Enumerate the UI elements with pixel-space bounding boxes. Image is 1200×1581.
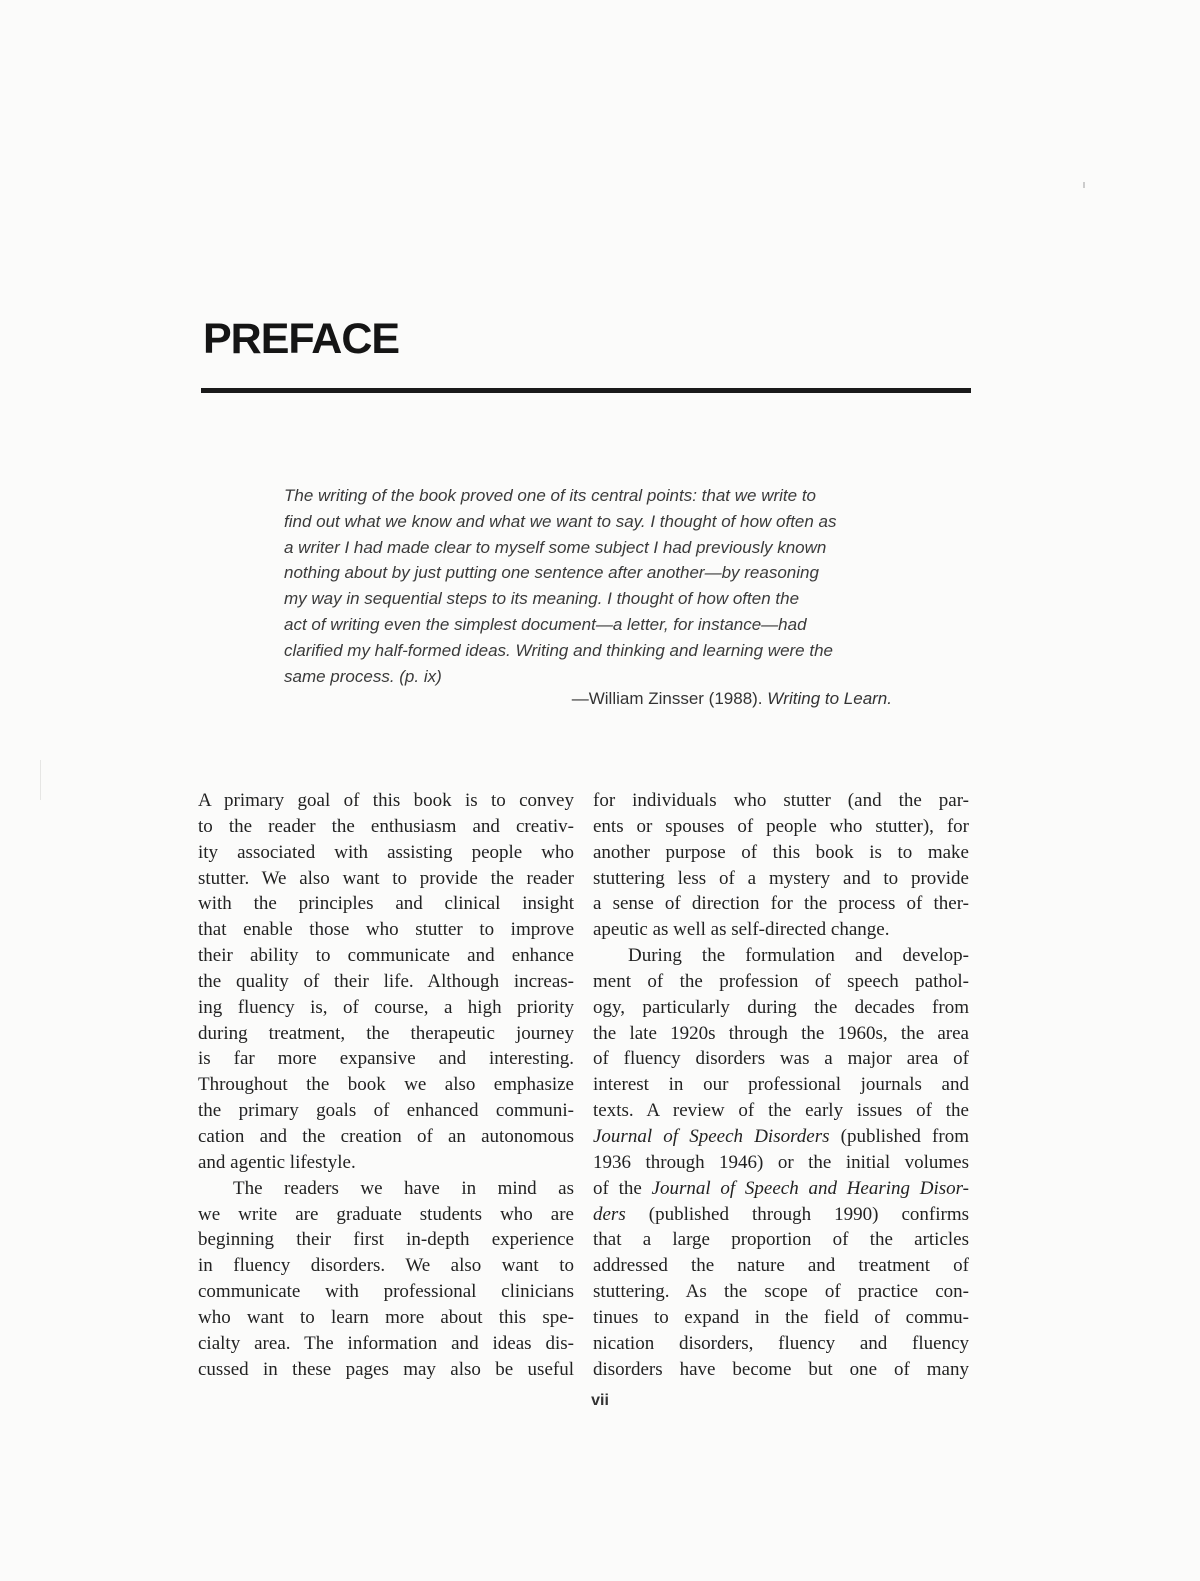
- body-line: stuttering. As the scope of practice con-: [593, 1281, 969, 1303]
- page-number: vii: [591, 1392, 609, 1409]
- body-line: ogy, particularly during the decades from: [593, 996, 969, 1018]
- body-line: is far more expansive and interesting.: [198, 1048, 574, 1070]
- body-line: a sense of direction for the process of ther-: [593, 893, 969, 915]
- body-line: ing fluency is, of course, a high priority: [198, 996, 574, 1018]
- epigraph-line: The writing of the book proved one of its central points: that we write to: [284, 486, 817, 505]
- body-line: for individuals who stutter (and the par-: [593, 790, 969, 811]
- body-line: the primary goals of enhanced communi-: [198, 1100, 574, 1122]
- epigraph-line: clarified my half-formed ideas. Writing and thinking and learning were the: [284, 640, 833, 660]
- body-line: to the reader the enthusiasm and creativ-: [198, 815, 574, 837]
- body-line: another purpose of this book is to make: [593, 841, 969, 863]
- title-rule: [201, 388, 971, 393]
- journal-title: Journal of Speech Disorders: [593, 1125, 830, 1147]
- journal-title: Journal of Speech and Hearing Disor-: [651, 1177, 969, 1199]
- journal-title: ders: [593, 1203, 626, 1225]
- body-text: (published from: [829, 1125, 969, 1147]
- epigraph-line: nothing about by just putting one sentence after another—by reasoning: [284, 563, 819, 583]
- body-line: [593, 1124, 969, 1150]
- body-line: and agentic lifestyle.: [198, 1151, 356, 1173]
- body-line: cialty area. The information and ideas dis-: [198, 1332, 574, 1354]
- body-line: the quality of their life. Although increas-: [198, 970, 574, 992]
- body-line: in fluency disorders. We also want to: [198, 1255, 574, 1277]
- body-line: disorders have become but one of many: [593, 1358, 969, 1380]
- body-line: A primary goal of this book is to convey: [198, 790, 574, 811]
- scan-speck: [1083, 182, 1085, 188]
- body-line: During the formulation and develop-: [628, 945, 969, 967]
- body-line: of fluency disorders was a major area of: [593, 1048, 969, 1070]
- attribution-work: Writing to Learn.: [767, 689, 892, 708]
- body-text: of the: [593, 1177, 652, 1199]
- body-line: [593, 1202, 969, 1228]
- scan-speck: [40, 760, 41, 800]
- body-line: that enable those who stutter to improve: [198, 919, 574, 941]
- right-column: [593, 788, 969, 1382]
- body-line: nication disorders, fluency and fluency: [593, 1332, 969, 1354]
- body-line: communicate with professional clinicians: [198, 1281, 574, 1303]
- body-text: (published through 1990) confirms: [625, 1203, 969, 1225]
- body-line: Throughout the book we also emphasize: [198, 1074, 574, 1096]
- body-line: The readers we have in mind as: [233, 1177, 574, 1199]
- body-line: beginning their first in-depth experience: [198, 1229, 574, 1251]
- attribution-author: —William Zinsser (1988).: [571, 689, 768, 708]
- body-line: ity associated with assisting people who: [198, 841, 574, 863]
- body-line: stutter. We also want to provide the reader: [198, 867, 574, 889]
- epigraph: [284, 483, 896, 689]
- body-line: cussed in these pages may also be useful: [198, 1358, 574, 1380]
- body-line: who want to learn more about this spe-: [198, 1306, 574, 1328]
- epigraph-attribution: [490, 689, 892, 709]
- epigraph-line: a writer I had made clear to myself some subject I had previously known: [284, 537, 827, 557]
- epigraph-line: find out what we know and what we want to say. I thought of how often as: [284, 511, 837, 531]
- epigraph-line: same process. (p. ix): [284, 666, 442, 686]
- epigraph-line: my way in sequential steps to its meaning. I thought of how often the: [284, 589, 800, 609]
- body-line: cation and the creation of an autonomous: [198, 1125, 574, 1147]
- epigraph-line: act of writing even the simplest document—a letter, for instance—had: [284, 614, 807, 634]
- body-line: ents or spouses of people who stutter), for: [593, 815, 969, 837]
- body-line: during treatment, the therapeutic journey: [198, 1022, 574, 1044]
- body-line: 1936 through 1946) or the initial volumes: [593, 1151, 969, 1173]
- body-line: ment of the profession of speech pathol-: [593, 970, 969, 992]
- body-line: [593, 1176, 969, 1202]
- body-line: that a large proportion of the articles: [593, 1229, 969, 1251]
- body-line: with the principles and clinical insight: [198, 893, 574, 915]
- body-line: the late 1920s through the 1960s, the area: [593, 1022, 969, 1044]
- body-line: tinues to expand in the field of commu-: [593, 1306, 969, 1328]
- body-line: addressed the nature and treatment of: [593, 1255, 969, 1277]
- body-line: we write are graduate students who are: [198, 1203, 574, 1225]
- body-line: apeutic as well as self-directed change.: [593, 919, 890, 941]
- body-line: stuttering less of a mystery and to provide: [593, 867, 969, 889]
- body-line: their ability to communicate and enhance: [198, 945, 574, 967]
- left-column: [198, 788, 574, 1382]
- page-title: PREFACE: [203, 315, 400, 363]
- body-line: interest in our professional journals and: [593, 1074, 969, 1096]
- body-line: texts. A review of the early issues of the: [593, 1100, 969, 1122]
